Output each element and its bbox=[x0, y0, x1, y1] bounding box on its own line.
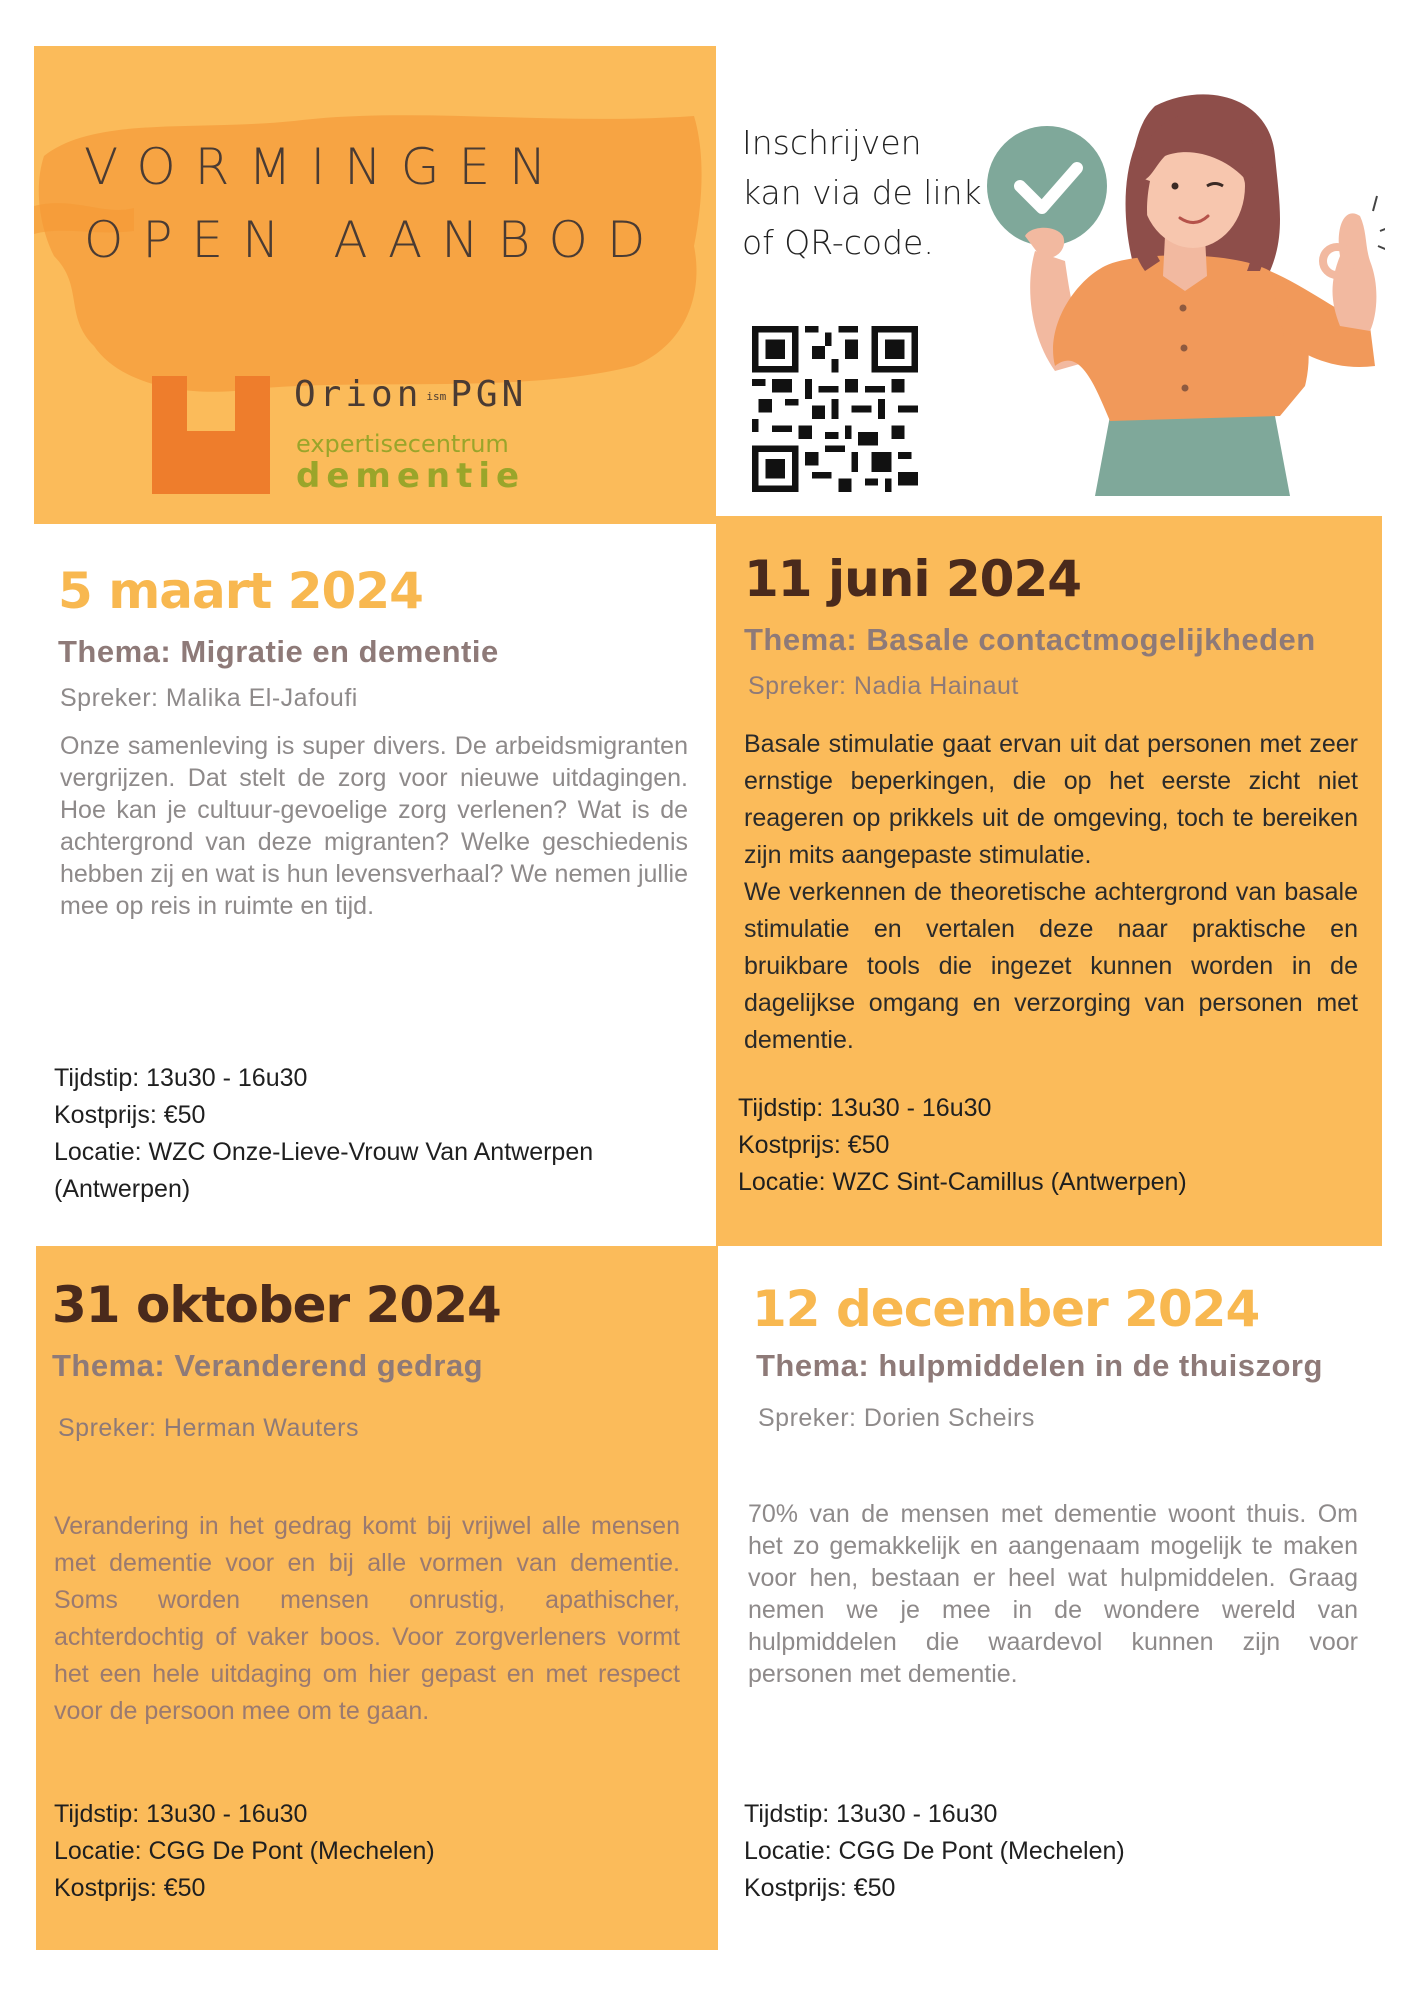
signup-line-3: of QR-code. bbox=[742, 223, 934, 262]
session-price: Kostprijs: €50 bbox=[54, 1101, 206, 1129]
logo-partner: PGN bbox=[450, 374, 528, 415]
session-description: Verandering in het gedrag komt bij vrijwel alle mensen met dementie voor en bij alle vormen van dementie. Soms worden mensen onrustig, apathischer, achterdochtig of vaker boos. Voor zorgverleners vormt het een hele uitdaging om hier gepast en met respect voor de persoon mee om te gaan. bbox=[54, 1512, 680, 1725]
session-theme: Thema: Basale contactmogelijkheden bbox=[744, 622, 1316, 657]
session-time: Tijdstip: 13u30 - 16u30 bbox=[54, 1064, 308, 1092]
session-description-p1: Basale stimulatie gaat ervan uit dat personen met zeer ernstige beperkingen, die op het eerste zicht niet reageren op prikkels uit de omgeving, toch te bereiken zijn mits aangepaste stimulatie. bbox=[744, 730, 1358, 869]
qr-code-icon[interactable] bbox=[752, 326, 918, 492]
session-location: Locatie: CGG De Pont (Mechelen) bbox=[54, 1837, 435, 1865]
session-description: 70% van de mensen met dementie woont thuis. Om het zo gemakkelijk en aangenaam mogelijk te maken voor hen, bestaan er heel wat hulpmiddelen. Graag nemen we je mee in de wondere wereld van hulpmiddelen die waardevol kunnen zijn voor personen met dementie. bbox=[748, 1500, 1358, 1688]
session-description: Onze samenleving is super divers. De arbeidsmigranten vergrijzen. Dat stelt de zorg voor nieuwe uitdagingen. Hoe kan je cultuur-gevoelige zorg verlenen? Wat is de achtergrond van deze migranten? Welke geschiedenis hebben zij en wat is hun levensverhaal? We nemen jullie mee op reis in ruimte en tijd. bbox=[60, 732, 688, 920]
logo-ism: ism bbox=[426, 389, 447, 403]
logo-subtitle-2: dementie bbox=[296, 456, 526, 496]
session-location: Locatie: WZC Sint-Camillus (Antwerpen) bbox=[738, 1168, 1187, 1196]
session-info bbox=[738, 1090, 1187, 1201]
logo-orion-pgn bbox=[294, 374, 527, 415]
session-location: Locatie: CGG De Pont (Mechelen) bbox=[744, 1837, 1125, 1865]
title-line-2: OPEN AANBOD bbox=[84, 211, 665, 269]
session-card-march bbox=[34, 524, 716, 1250]
logo-name: Orion bbox=[294, 374, 423, 415]
session-time: Tijdstip: 13u30 - 16u30 bbox=[738, 1094, 992, 1122]
session-location-city: (Antwerpen) bbox=[54, 1175, 191, 1203]
session-theme: Thema: hulpmiddelen in de thuiszorg bbox=[756, 1348, 1323, 1383]
session-speaker: Spreker: Nadia Hainaut bbox=[748, 672, 1019, 700]
title-line-1: VORMINGEN bbox=[84, 138, 566, 196]
session-location: Locatie: WZC Onze-Lieve-Vrouw Van Antwerpen bbox=[54, 1138, 594, 1166]
signup-line-2: kan via de link bbox=[742, 173, 982, 212]
session-time: Tijdstip: 13u30 - 16u30 bbox=[744, 1800, 998, 1828]
session-price: Kostprijs: €50 bbox=[744, 1874, 896, 1902]
session-date: 11 juni 2024 bbox=[744, 550, 1082, 608]
session-date: 12 december 2024 bbox=[752, 1280, 1260, 1338]
session-description-p2: We verkennen de theoretische achtergrond van basale stimulatie en vertalen deze naar praktische en bruikbare tools die ingezet kunnen worden in de dagelijkse omgang en verzorging van personen met dementie. bbox=[744, 878, 1358, 1054]
session-date: 5 maart 2024 bbox=[58, 562, 423, 620]
session-speaker: Spreker: Malika El-Jafoufi bbox=[60, 684, 358, 712]
session-card-october bbox=[36, 1246, 718, 1950]
session-theme: Thema: Veranderend gedrag bbox=[52, 1348, 484, 1383]
session-theme: Thema: Migratie en dementie bbox=[58, 634, 499, 669]
session-time: Tijdstip: 13u30 - 16u30 bbox=[54, 1800, 308, 1828]
signup-line-1: Inschrijven bbox=[742, 123, 922, 162]
session-info bbox=[744, 1796, 1125, 1907]
session-speaker: Spreker: Herman Wauters bbox=[58, 1414, 359, 1442]
session-speaker: Spreker: Dorien Scheirs bbox=[758, 1404, 1035, 1432]
session-date: 31 oktober 2024 bbox=[52, 1276, 501, 1334]
session-card-june bbox=[716, 516, 1382, 1246]
orion-logo-mark-icon bbox=[152, 376, 270, 494]
session-description bbox=[744, 726, 1358, 1059]
session-price: Kostprijs: €50 bbox=[738, 1131, 890, 1159]
signup-text bbox=[742, 118, 1002, 268]
session-info bbox=[54, 1796, 435, 1907]
header-panel bbox=[34, 46, 716, 524]
session-info bbox=[54, 1060, 593, 1208]
session-price: Kostprijs: €50 bbox=[54, 1874, 206, 1902]
session-card-december bbox=[718, 1246, 1382, 1950]
woman-ok-gesture-illustration bbox=[985, 86, 1385, 496]
logo-subtitle: expertisecentrum bbox=[296, 430, 509, 458]
